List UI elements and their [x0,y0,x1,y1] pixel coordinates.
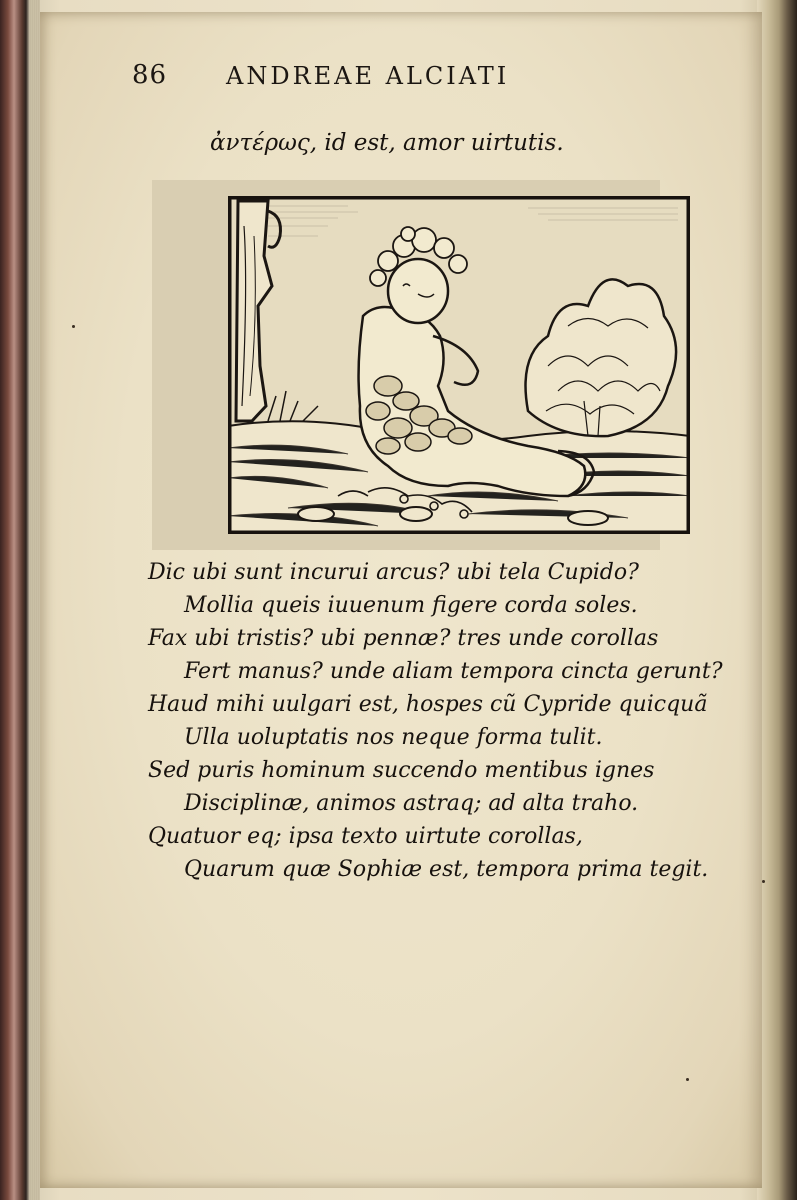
page-header [132,60,632,100]
verse-line: Disciplinæ, animos astraq; ad alta traho. [184,791,639,816]
book-page-edges [30,0,40,1200]
verse-line: Fax ubi tristis? ubi pennæ? tres unde corollas [148,626,659,651]
emblem-motto: ἀντέρως, id est, amor uirtutis. [210,130,564,156]
verse-line: Fert manus? unde aliam tempora cincta gerunt? [184,659,723,684]
ink-speck [686,1078,689,1081]
verse-line: Haud mihi uulgari est, hospes cũ Cypride quicquã [148,692,708,717]
ink-speck [762,880,765,883]
page-number: 86 [132,60,168,90]
verse-line: Sed puris hominum succendo mentibus ignes [148,758,655,783]
running-head: ANDREAE ALCIATI [226,62,510,90]
verse-line: Mollia queis iuuenum figere corda soles. [184,593,638,618]
verse-text [148,556,728,886]
verse-line: Ulla uoluptatis nos neque forma tulit. [184,725,603,750]
book-right-edge [757,0,797,1200]
verse-line: Quarum quæ Sophiæ est, tempora prima tegit. [184,857,709,882]
verse-line: Dic ubi sunt incurui arcus? ubi tela Cupido? [148,560,639,585]
ink-speck [72,325,75,328]
verse-line: Quatuor eq; ipsa texto uirtute corollas, [148,824,583,849]
woodcut-cupid-with-wreaths-icon [228,196,690,534]
